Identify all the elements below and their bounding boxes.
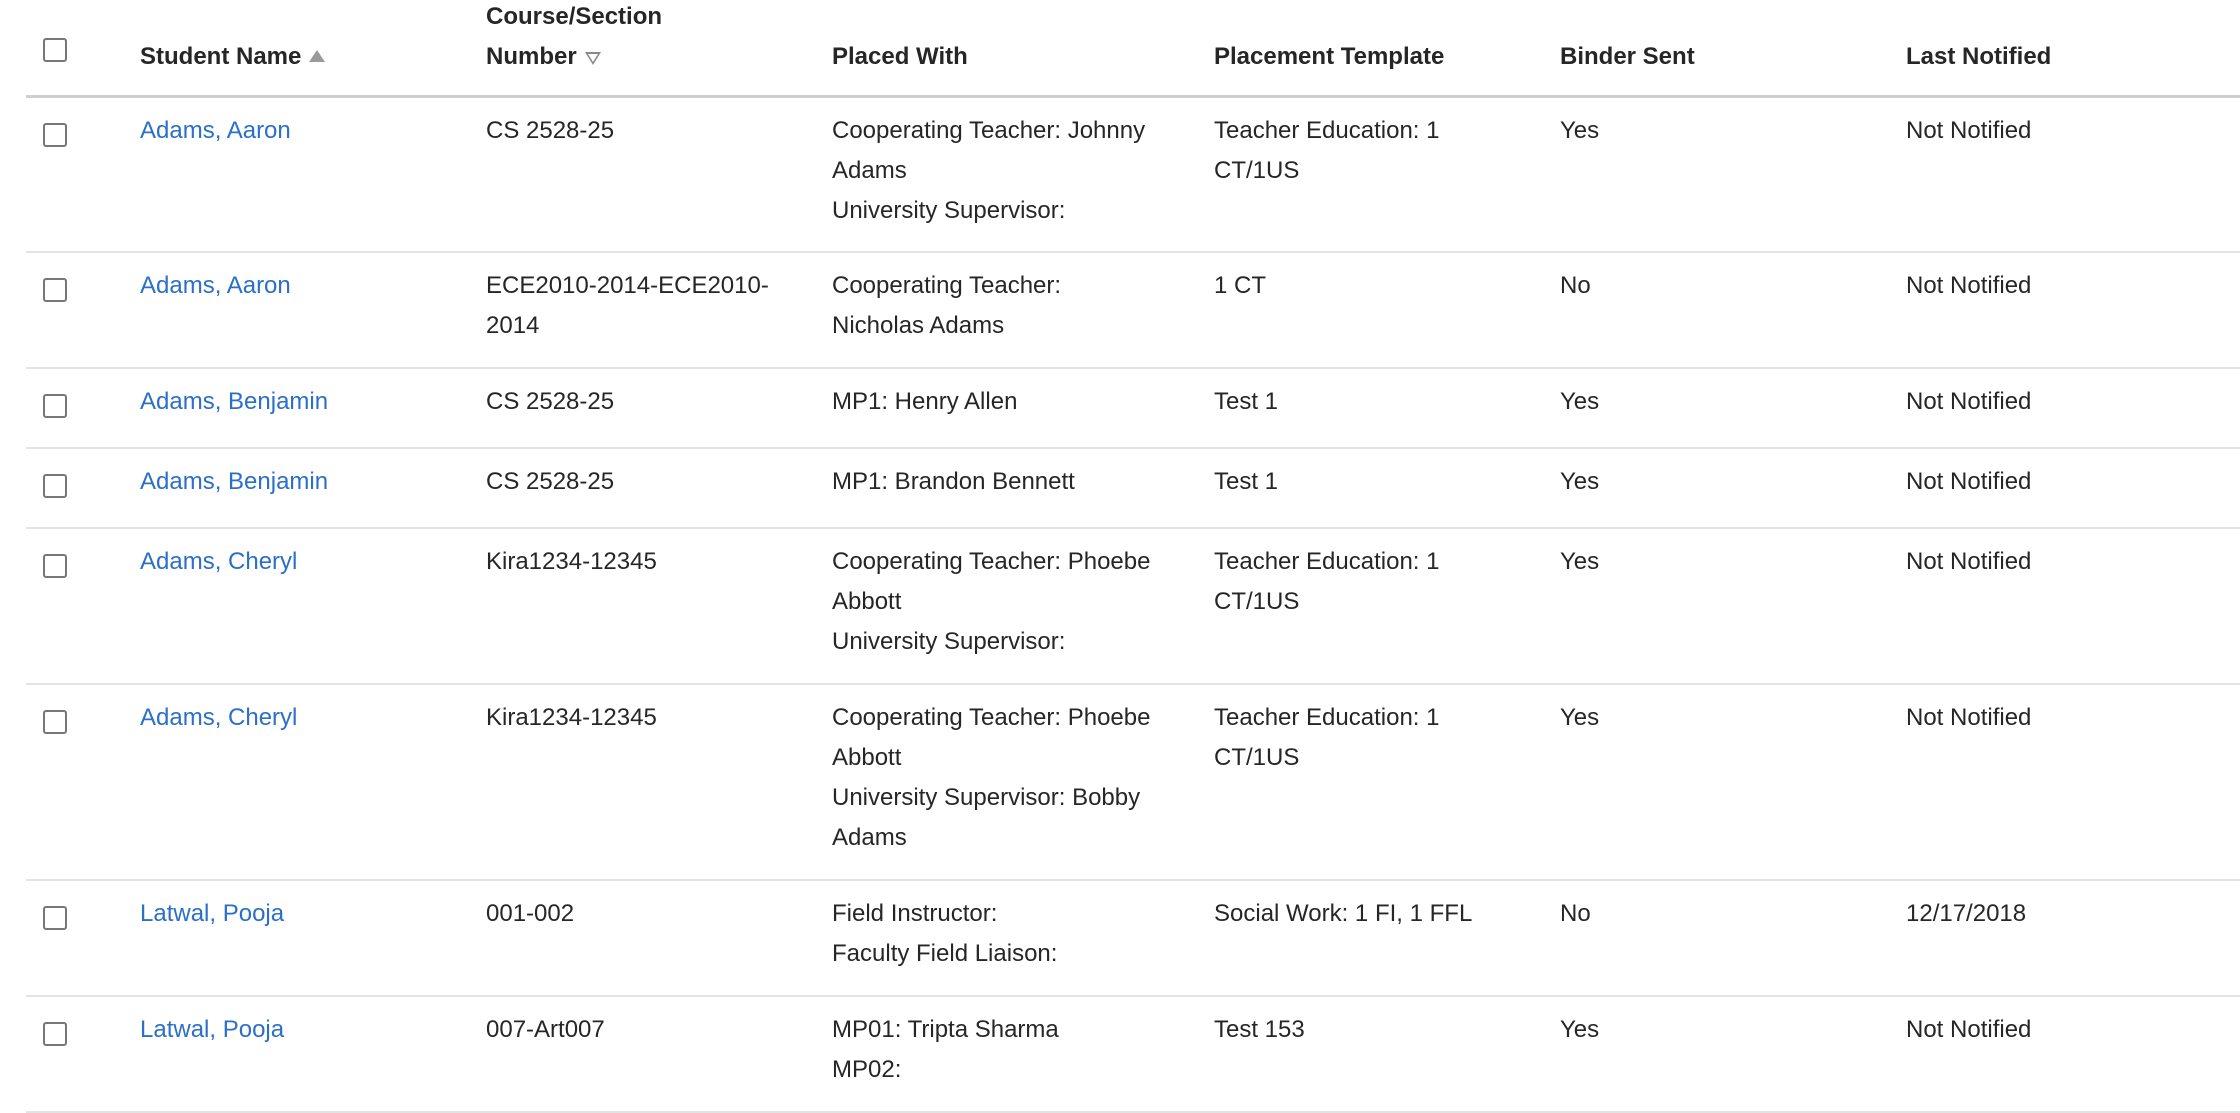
binder-sent-cell: Yes [1560,468,1600,495]
table-row [26,881,2240,997]
placement-template-cell [1214,266,1266,306]
student-name-link[interactable]: Latwal, Pooja [140,900,285,927]
course-section-cell-line: Kira1234-12345 [486,548,657,575]
placed-with-cell-line: Adams [832,824,907,851]
placed-with-cell [832,462,1075,502]
last-notified-cell: Not Notified [1906,468,2032,495]
header-course-line2: Number [486,43,577,70]
placed-with-cell-line: Cooperating Teacher: Phoebe [832,548,1151,575]
table-header [26,0,2240,98]
table-row [26,98,2240,253]
course-section-cell-line: CS 2528-25 [486,388,615,415]
placement-template-cell-line: Teacher Education: 1 [1214,117,1440,144]
header-placed-with[interactable]: Placed With [832,43,968,70]
placed-with-cell [832,542,1150,662]
placement-template-cell-line: CT/1US [1214,588,1300,615]
course-section-cell [486,111,614,151]
placement-template-cell-line: CT/1US [1214,157,1300,184]
last-notified-cell: Not Notified [1906,388,2032,415]
placement-template-cell [1214,542,1439,622]
placed-with-cell-line: MP1: Brandon Bennett [832,468,1075,495]
course-section-cell-line: 2014 [486,312,540,339]
binder-sent-cell: No [1560,272,1591,299]
last-notified-cell: Not Notified [1906,548,2032,575]
placement-template-cell-line: Teacher Education: 1 [1214,704,1440,731]
last-notified-cell: 12/17/2018 [1906,900,2027,927]
student-name-link[interactable]: Adams, Aaron [140,272,291,299]
placement-template-cell-line: CT/1US [1214,744,1300,771]
last-notified-cell: Not Notified [1906,704,2032,731]
placement-template-cell [1214,382,1278,422]
course-section-cell-line: CS 2528-25 [486,468,615,495]
select-all-checkbox[interactable] [43,38,67,62]
binder-sent-cell: Yes [1560,117,1600,144]
course-section-cell-line: ECE2010-2014-ECE2010- [486,272,769,299]
placement-template-cell [1214,111,1439,191]
course-section-cell-line: 001-002 [486,900,575,927]
row-checkbox[interactable] [43,554,67,578]
row-checkbox[interactable] [43,1022,67,1046]
last-notified-cell: Not Notified [1906,117,2032,144]
placed-with-cell [832,894,1057,974]
course-section-cell [486,462,614,502]
table-row [26,997,2240,1113]
placement-template-cell [1214,462,1278,502]
student-name-link[interactable]: Adams, Cheryl [140,548,298,575]
binder-sent-cell: Yes [1560,388,1600,415]
course-section-cell [486,894,574,934]
header-student-name-label: Student Name [140,43,302,70]
placed-with-cell-line: Cooperating Teacher: [832,272,1062,299]
row-checkbox[interactable] [43,906,67,930]
student-name-link[interactable]: Latwal, Pooja [140,1016,285,1043]
header-placement-template[interactable]: Placement Template [1214,43,1445,70]
course-section-cell [486,1010,605,1050]
binder-sent-cell: No [1560,900,1591,927]
placed-with-cell [832,266,1061,346]
placed-with-cell-line: Faculty Field Liaison: [832,940,1058,967]
placed-with-cell [832,1010,1059,1090]
header-binder-sent[interactable]: Binder Sent [1560,43,1695,70]
table-row [26,253,2240,369]
sort-ascending-icon [309,50,325,62]
placed-with-cell-line: Abbott [832,744,902,771]
placed-with-cell-line: MP01: Tripta Sharma [832,1016,1059,1043]
placement-template-cell [1214,698,1439,778]
binder-sent-cell: Yes [1560,704,1600,731]
placement-template-cell [1214,894,1472,934]
header-course-section[interactable] [486,0,662,77]
placement-template-cell-line: Test 1 [1214,468,1279,495]
placement-template-cell-line: 1 CT [1214,272,1267,299]
course-section-cell-line: CS 2528-25 [486,117,615,144]
binder-sent-cell: Yes [1560,548,1600,575]
header-student-name[interactable] [140,37,325,77]
header-last-notified[interactable]: Last Notified [1906,43,2052,70]
placed-with-cell-line: University Supervisor: Bobby [832,784,1141,811]
row-checkbox[interactable] [43,474,67,498]
placed-with-cell-line: Cooperating Teacher: Johnny [832,117,1146,144]
row-checkbox[interactable] [43,394,67,418]
row-checkbox[interactable] [43,123,67,147]
course-section-cell-line: 007-Art007 [486,1016,605,1043]
course-section-cell [486,266,769,346]
table-body [0,98,2240,1113]
placed-with-cell [832,698,1150,858]
placed-with-cell-line: Field Instructor: [832,900,998,927]
student-name-link[interactable]: Adams, Aaron [140,117,291,144]
row-checkbox[interactable] [43,710,67,734]
placed-with-cell-line: Abbott [832,588,902,615]
binder-sent-cell: Yes [1560,1016,1600,1043]
table-row [26,685,2240,881]
course-section-cell [486,382,614,422]
placed-with-cell-line: Cooperating Teacher: Phoebe [832,704,1151,731]
header-course-line1: Course/Section [486,3,663,30]
placed-with-cell [832,111,1145,231]
table-row [26,529,2240,685]
placed-with-cell-line: Adams [832,157,907,184]
table-row [26,369,2240,449]
placed-with-cell [832,382,1017,422]
last-notified-cell: Not Notified [1906,272,2032,299]
placed-with-cell-line: University Supervisor: [832,628,1066,655]
student-name-link[interactable]: Adams, Benjamin [140,468,329,495]
sort-descending-icon [585,52,601,65]
placement-template-cell-line: Test 1 [1214,388,1279,415]
course-section-cell [486,542,657,582]
table-row [26,449,2240,529]
last-notified-cell: Not Notified [1906,1016,2032,1043]
student-name-link[interactable]: Adams, Benjamin [140,388,329,415]
course-section-cell-line: Kira1234-12345 [486,704,657,731]
placed-with-cell-line: MP1: Henry Allen [832,388,1018,415]
placement-template-cell-line: Test 153 [1214,1016,1305,1043]
placed-with-cell-line: MP02: [832,1056,902,1083]
placement-template-cell-line: Social Work: 1 FI, 1 FFL [1214,900,1473,927]
placed-with-cell-line: Nicholas Adams [832,312,1005,339]
course-section-cell [486,698,657,738]
row-checkbox[interactable] [43,278,67,302]
student-name-link[interactable]: Adams, Cheryl [140,704,298,731]
placed-with-cell-line: University Supervisor: [832,197,1066,224]
placement-template-cell [1214,1010,1305,1050]
placement-template-cell-line: Teacher Education: 1 [1214,548,1440,575]
